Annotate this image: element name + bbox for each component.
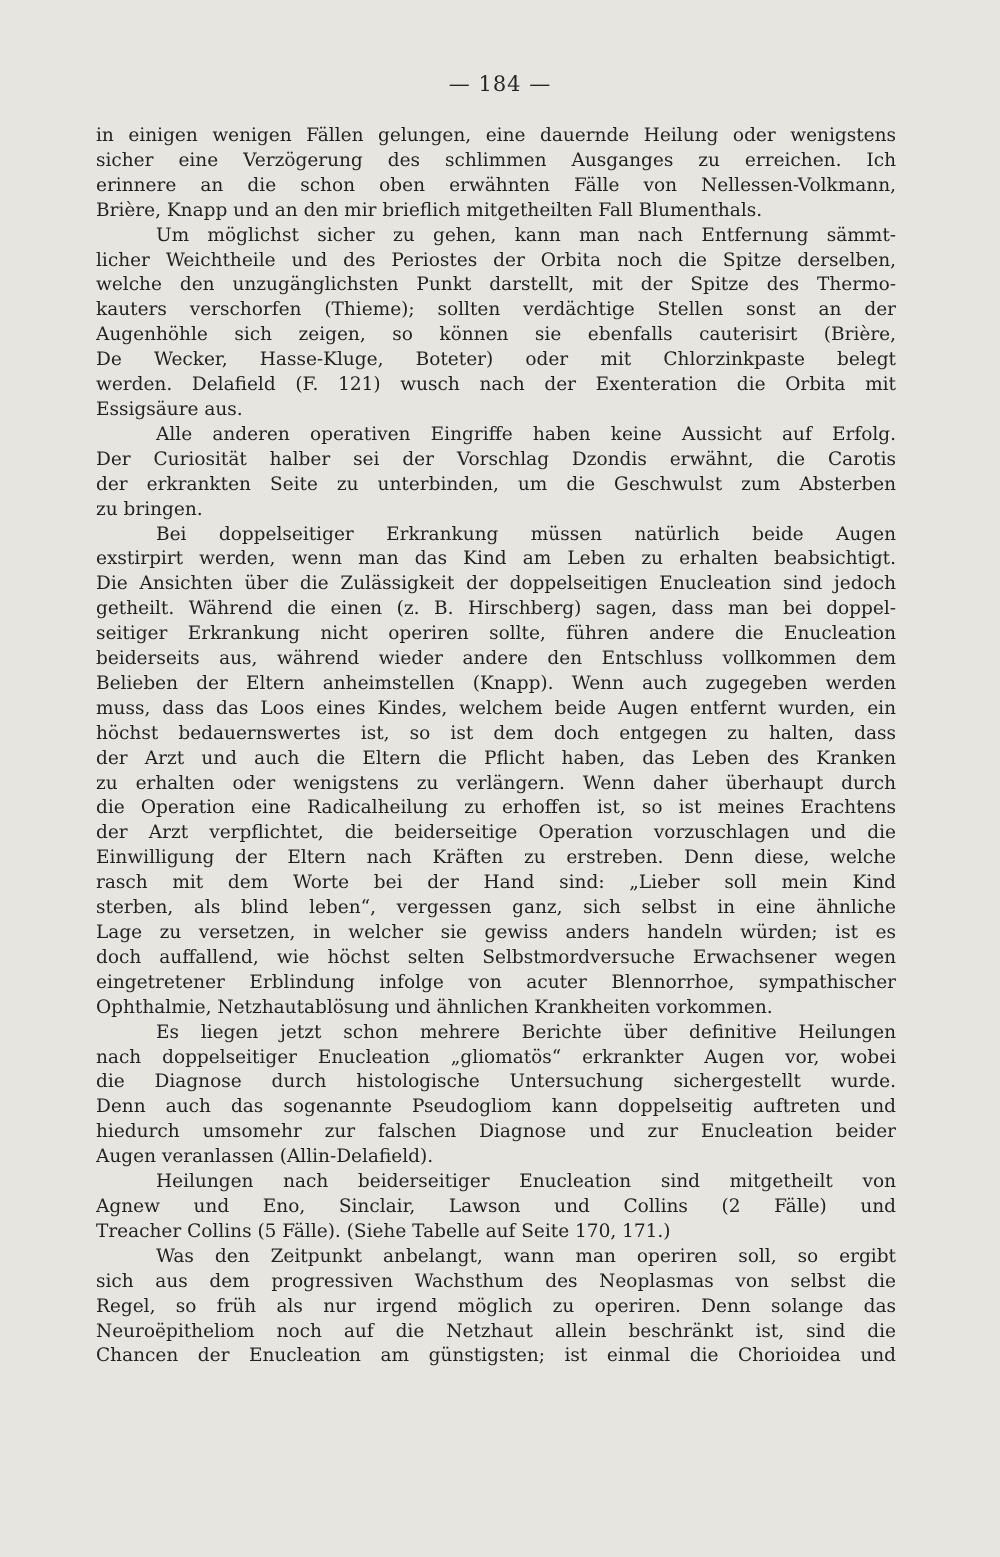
text-line: Alle anderen operativen Eingriffe haben keine Aussicht auf Erfolg. <box>156 423 896 445</box>
text-line: kauters verschorfen (Thieme); sollten verdächtige Stellen sonst an der <box>96 299 896 321</box>
text-line: Neuroëpitheliom noch auf die Netzhaut allein beschränkt ist, sind die <box>96 1320 896 1342</box>
text-line: exstirpirt werden, wenn man das Kind am Leben zu erhalten beabsichtigt. <box>96 548 896 570</box>
text-line: sicher eine Verzögerung des schlimmen Ausganges zu erreichen. Ich <box>96 149 896 171</box>
text-line: Es liegen jetzt schon mehrere Berichte über definitive Heilungen <box>156 1021 896 1043</box>
body-text <box>96 124 896 1369</box>
text-line: Einwilligung der Eltern nach Kräften zu erstreben. Denn diese, welche <box>96 847 896 869</box>
text-line: der Arzt und auch die Eltern die Pflicht haben, das Leben des Kranken <box>96 747 896 769</box>
text-line: die Operation eine Radicalheilung zu erhoffen ist, so ist meines Erachtens <box>96 797 896 819</box>
page-number: — 184 — <box>448 72 552 96</box>
text-line: Ophthalmie, Netzhautablösung und ähnlichen Krankheiten vorkommen. <box>96 996 773 1018</box>
text-line: erinnere an die schon oben erwähnten Fälle von Nellessen-Volkmann, <box>96 174 896 196</box>
text-line: Bei doppelseitiger Erkrankung müssen natürlich beide Augen <box>156 523 896 545</box>
text-line: beiderseits aus, während wieder andere den Entschluss vollkommen dem <box>96 648 896 670</box>
text-line: getheilt. Während die einen (z. B. Hirschberg) sagen, dass man bei doppel- <box>96 598 896 620</box>
text-line: Heilungen nach beiderseitiger Enucleation sind mitgetheilt von <box>156 1171 896 1193</box>
paragraph <box>96 224 896 423</box>
text-line: Belieben der Eltern anheimstellen (Knapp). Wenn auch zugegeben werden <box>96 672 896 694</box>
text-line: Agnew und Eno, Sinclair, Lawson und Collins (2 Fälle) und <box>96 1195 896 1217</box>
text-line: muss, dass das Loos eines Kindes, welchem beide Augen entfernt wurden, ein <box>96 697 896 719</box>
text-line: rasch mit dem Worte bei der Hand sind: „Lieber soll mein Kind <box>96 872 896 894</box>
text-line: Lage zu versetzen, in welcher sie gewiss anders handeln würden; ist es <box>96 922 896 943</box>
text-line: in einigen wenigen Fällen gelungen, eine dauernde Heilung oder wenigstens <box>96 125 896 146</box>
text-line: nach doppelseitiger Enucleation „gliomatös“ erkrankter Augen vor, wobei <box>96 1046 896 1068</box>
text-line: Die Ansichten über die Zulässigkeit der doppelseitigen Enucleation sind jedoch <box>96 573 896 595</box>
text-line: Der Curiosität halber sei der Vorschlag Dzondis erwähnt, die Carotis <box>96 448 896 470</box>
text-line: Essigsäure aus. <box>96 398 243 420</box>
text-line: hiedurch umsomehr zur falschen Diagnose und zur Enucleation beider <box>96 1121 896 1143</box>
text-line: eingetretener Erblindung infolge von acuter Blennorrhoe, sympathischer <box>96 971 896 993</box>
text-line: höchst bedauernswertes ist, so ist dem doch entgegen zu halten, dass <box>96 722 896 744</box>
text-line: sich aus dem progressiven Wachsthum des Neoplasmas von selbst die <box>96 1270 896 1292</box>
text-line: Chancen der Enucleation am günstigsten; ist einmal die Chorioidea und <box>96 1345 896 1367</box>
paragraph <box>96 523 896 1021</box>
text-line: zu bringen. <box>96 498 203 520</box>
text-line: die Diagnose durch histologische Untersuchung sichergestellt wurde. <box>96 1071 896 1093</box>
text-line: zu erhalten oder wenigstens zu verlängern. Wenn daher überhaupt durch <box>96 772 896 794</box>
text-line: Um möglichst sicher zu gehen, kann man nach Entfernung sämmt- <box>156 224 896 246</box>
text-line: Treacher Collins (5 Fälle). (Siehe Tabelle auf Seite 170, 171.) <box>96 1220 671 1242</box>
text-line: der erkrankten Seite zu unterbinden, um die Geschwulst zum Absterben <box>96 473 896 495</box>
text-line: De Wecker, Hasse-Kluge, Boteter) oder mit Chlorzinkpaste belegt <box>96 349 896 371</box>
paragraph <box>96 423 896 523</box>
text-line: Augenhöhle sich zeigen, so können sie ebenfalls cauterisirt (Brière, <box>96 324 896 346</box>
text-line: seitiger Erkrankung nicht operiren sollte, führen andere die Enucleation <box>96 623 896 645</box>
text-line: welche den unzugänglichsten Punkt darstellt, mit der Spitze des Thermo- <box>96 274 896 296</box>
paragraph <box>96 124 896 224</box>
text-line: der Arzt verpflichtet, die beiderseitige Operation vorzuschlagen und die <box>96 822 896 844</box>
text-line: sterben, als blind leben“, vergessen ganz, sich selbst in eine ähnliche <box>96 897 896 919</box>
text-line: licher Weichtheile und des Periostes der Orbita noch die Spitze derselben, <box>96 249 896 271</box>
paragraph <box>96 1170 896 1245</box>
paragraph <box>96 1021 896 1170</box>
text-line: Brière, Knapp und an den mir brieflich mitgetheilten Fall Blumenthals. <box>96 199 763 221</box>
text-line: Denn auch das sogenannte Pseudogliom kann doppelseitig auftreten und <box>96 1096 896 1118</box>
text-line: werden. Delafield (F. 121) wusch nach der Exenteration die Orbita mit <box>96 374 896 396</box>
text-line: Was den Zeitpunkt anbelangt, wann man operiren soll, so ergibt <box>156 1245 896 1267</box>
paragraph <box>96 1245 896 1370</box>
text-line: Augen veranlassen (Allin-Delafield). <box>96 1146 434 1168</box>
text-line: Regel, so früh als nur irgend möglich zu operiren. Denn solange das <box>96 1295 896 1317</box>
text-line: doch auffallend, wie höchst selten Selbstmordversuche Erwachsener wegen <box>96 946 896 968</box>
